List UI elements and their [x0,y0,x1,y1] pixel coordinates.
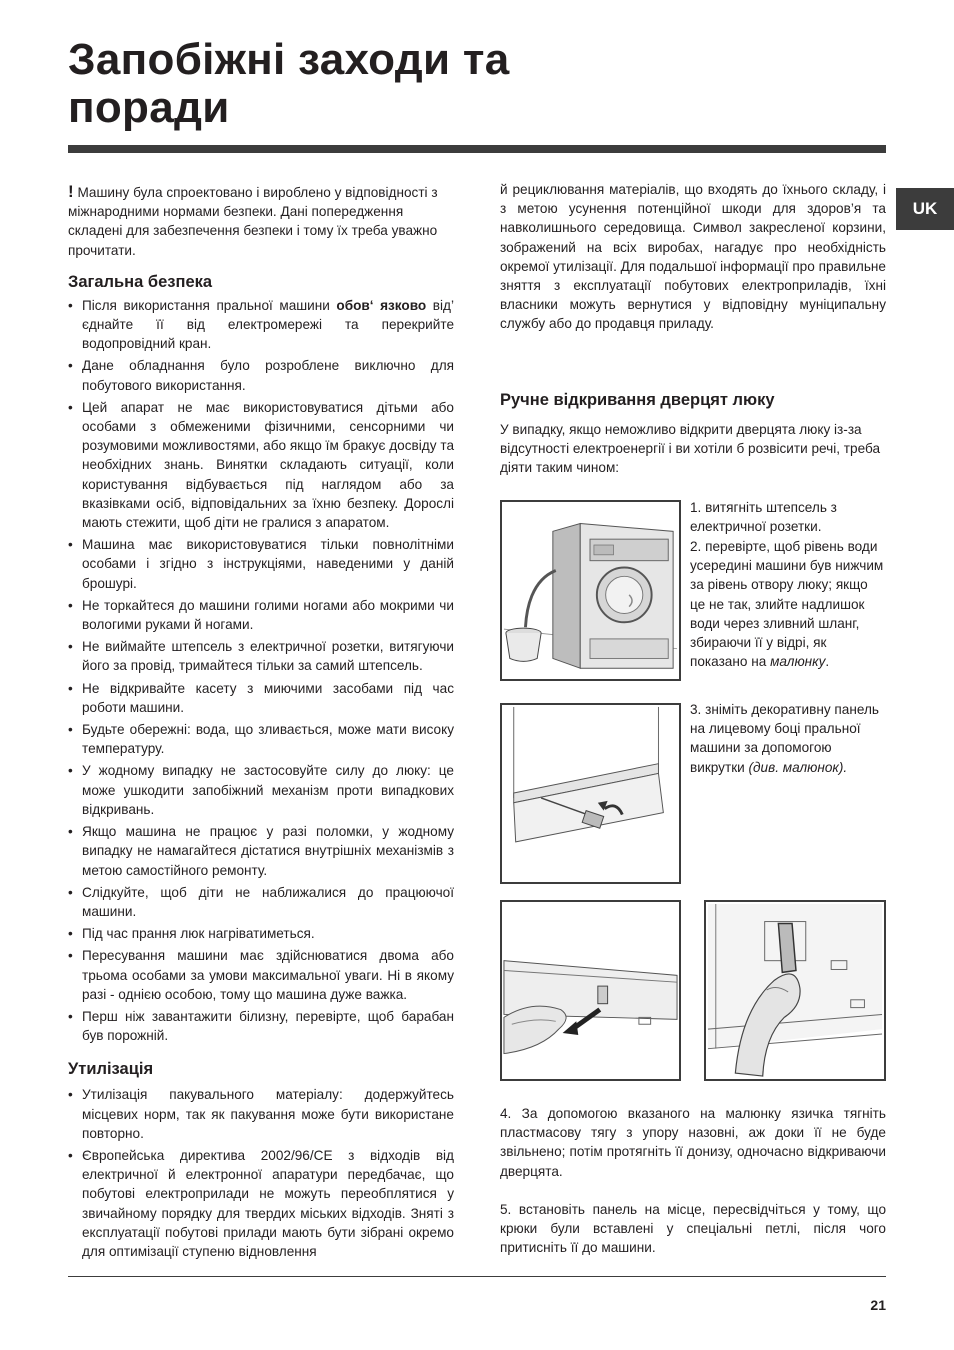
step-2-italic: малюнку [770,654,826,670]
list-item [68,296,454,354]
step-3 [690,700,880,777]
list-item: • Під час прання люк нагріватиметься. [68,924,454,943]
panel-removal-illustration [500,703,681,884]
step-1: 1. витягніть штепсель з електричної розетки. [690,500,837,535]
title-divider [68,145,886,153]
warning-icon: ! [68,182,74,201]
list-item: • Перш ніж завантажити білизну, перевірте, щоб барабан був порожній. [68,1007,454,1045]
tab-pull-illustration-2 [704,900,886,1081]
list-item: • Дане обладнання було розроблене виключно для побутового використання. [68,356,454,394]
step-3-text: 3. зніміть декоративну панель на лицевому боці пральної машини за допомогою викрутки [690,702,879,775]
finger-pulling-tab-image [706,902,884,1079]
intro-paragraph [68,182,454,260]
tab-pull-illustration-1 [500,900,681,1081]
list-item: • Слідкуйте, щоб діти не наближалися до працюючої машини. [68,883,454,921]
step-3-italic: (див. малюнок). [748,759,848,775]
manual-door-intro: У випадку, якщо неможливо відкрити дверцята люку із-за відсутності електроенергії і ви хотіли б розвісити речі, треба діяти таким чином: [500,422,881,476]
list-item-bold: обов‘ язково [336,297,427,313]
list-item: • У жодному випадку не застосовуйте силу до люку: це може ушкодити запобіжний механізм проти випадкових відкривань. [68,761,454,819]
list-item-text: Після використання пральної машини [82,297,337,313]
list-item: • Не виймайте штепсель з електричної розетки, витягуючи його за провід, тримайтеся тільки за самий штепсель. [68,637,454,675]
right-column [500,180,886,334]
drain-illustration [500,500,681,681]
list-item: • Не відкривайте касету з миючими засобами під час роботи машини. [68,679,454,717]
step-4: 4. За допомогою вказаного на малюнку язичка тягніть пластмасову тягу з упору назовні, аж доки її не буде звільнено; потім протягніть її донизу, одночасно відкриваючи дверцята. [500,1106,886,1179]
list-item-text: від’ єднайте її від електромережі та перекрийте водопровідний кран. [82,297,454,352]
step-2-text: 2. перевірте, щоб рівень води усередині машини був нижчим за рівень отвору люку; якщо це не так, злийте надлишок води через зливний шланг, збираючи її у відрі, як показано на [690,539,884,670]
page-title-line2: поради [68,83,230,132]
page-title [68,36,509,132]
list-item: • Будьте обережні: вода, що зливається, може мати високу температуру. [68,720,454,758]
footer-divider [68,1276,886,1277]
list-item: • Пересування машини має здійснюватися двома або трьома особами за умови максимальної уваги. Ні в якому разі - однією особою, тому що машина дуже важка. [68,946,454,1004]
step-2-end: . [825,654,830,670]
list-item: • Машина має використовуватися тільки повнолітніми особами і згідно з інструкціями, наведеними у даній брошурі. [68,535,454,593]
step-2 [690,537,886,671]
page-number: 21 [870,1297,886,1313]
washing-machine-drain-image [502,502,679,679]
disposal-heading: Утилізація [68,1060,154,1079]
list-item: • Європейська директива 2002/96/CE з відходів від електричної й електронної апаратури передбачає, що побутові електроприлади не можуть переобплятися у звичайному порядку для твердих міських відходів. Зняті з експлуатації побутові прилади мають бути зібрані окремо для оптимізації ступеню відновлення [68,1146,454,1261]
disposal-continuation: й рециклювання матеріалів, що входять до їхнього складу, і з метою усунення потенційної шкоди для здоров’я та навколишнього середовища. Символ закресленої корзини, зображений на всіх виробах, нагадує про необхідність окремої утилізації. Для подальшої інформації про правильне зняття з експлуатації побутових електроприладів, їхні власники можуть вернутися у відповідну муніципальну службу або до продавця приладу. [500,182,886,332]
list-item: • Не торкайтеся до машини голими ногами або мокрими чи вологими руками й ногами. [68,596,454,634]
manual-door-heading: Ручне відкривання дверцят люку [500,391,775,409]
step-5: 5. встановіть панель на місце, пересвідчіться у тому, що крюки були вставлені у спеціальні петлі, після чого притисніть її до машини. [500,1202,886,1256]
hand-pulling-tab-image [502,902,679,1079]
language-tab: UK [896,188,954,230]
list-item: • Якщо машина не працює у разі поломки, у жодному випадку не намагайтеся дістатися внутрішніх механізмів з метою самостійного ремонту. [68,822,454,880]
general-safety-list [68,296,454,1046]
general-safety-heading: Загальна безпека [68,272,213,291]
page-title-line1: Запобіжні заходи та [68,35,510,84]
disposal-list [68,1085,454,1261]
list-item: • Цей апарат не має використовуватися дітьми або особами з обмеженими фізичними, сенсорними чи розумовими можливостями, або якщо їм бракує досвіду та необхідних знань. Винятки складають ситуації, коли користування відбувається під наглядом або за вказівками осіб, відповідальних за їхню безпеку. Дорослі мають стежити, щоб діти не гралися з апаратом. [68,398,454,532]
screwdriver-panel-image [502,705,679,882]
left-column [68,182,454,1264]
list-item: • Утилізація пакувального матеріалу: додержуйтесь місцевих норм, так як пакування може бути використане повторно. [68,1085,454,1143]
intro-text: Машину була спроектовано і вироблено у відповідності з міжнародними нормами безпеки. Дані попередження складені для забезпечення безпеки і тому їх треба уважно прочитати. [68,185,438,258]
